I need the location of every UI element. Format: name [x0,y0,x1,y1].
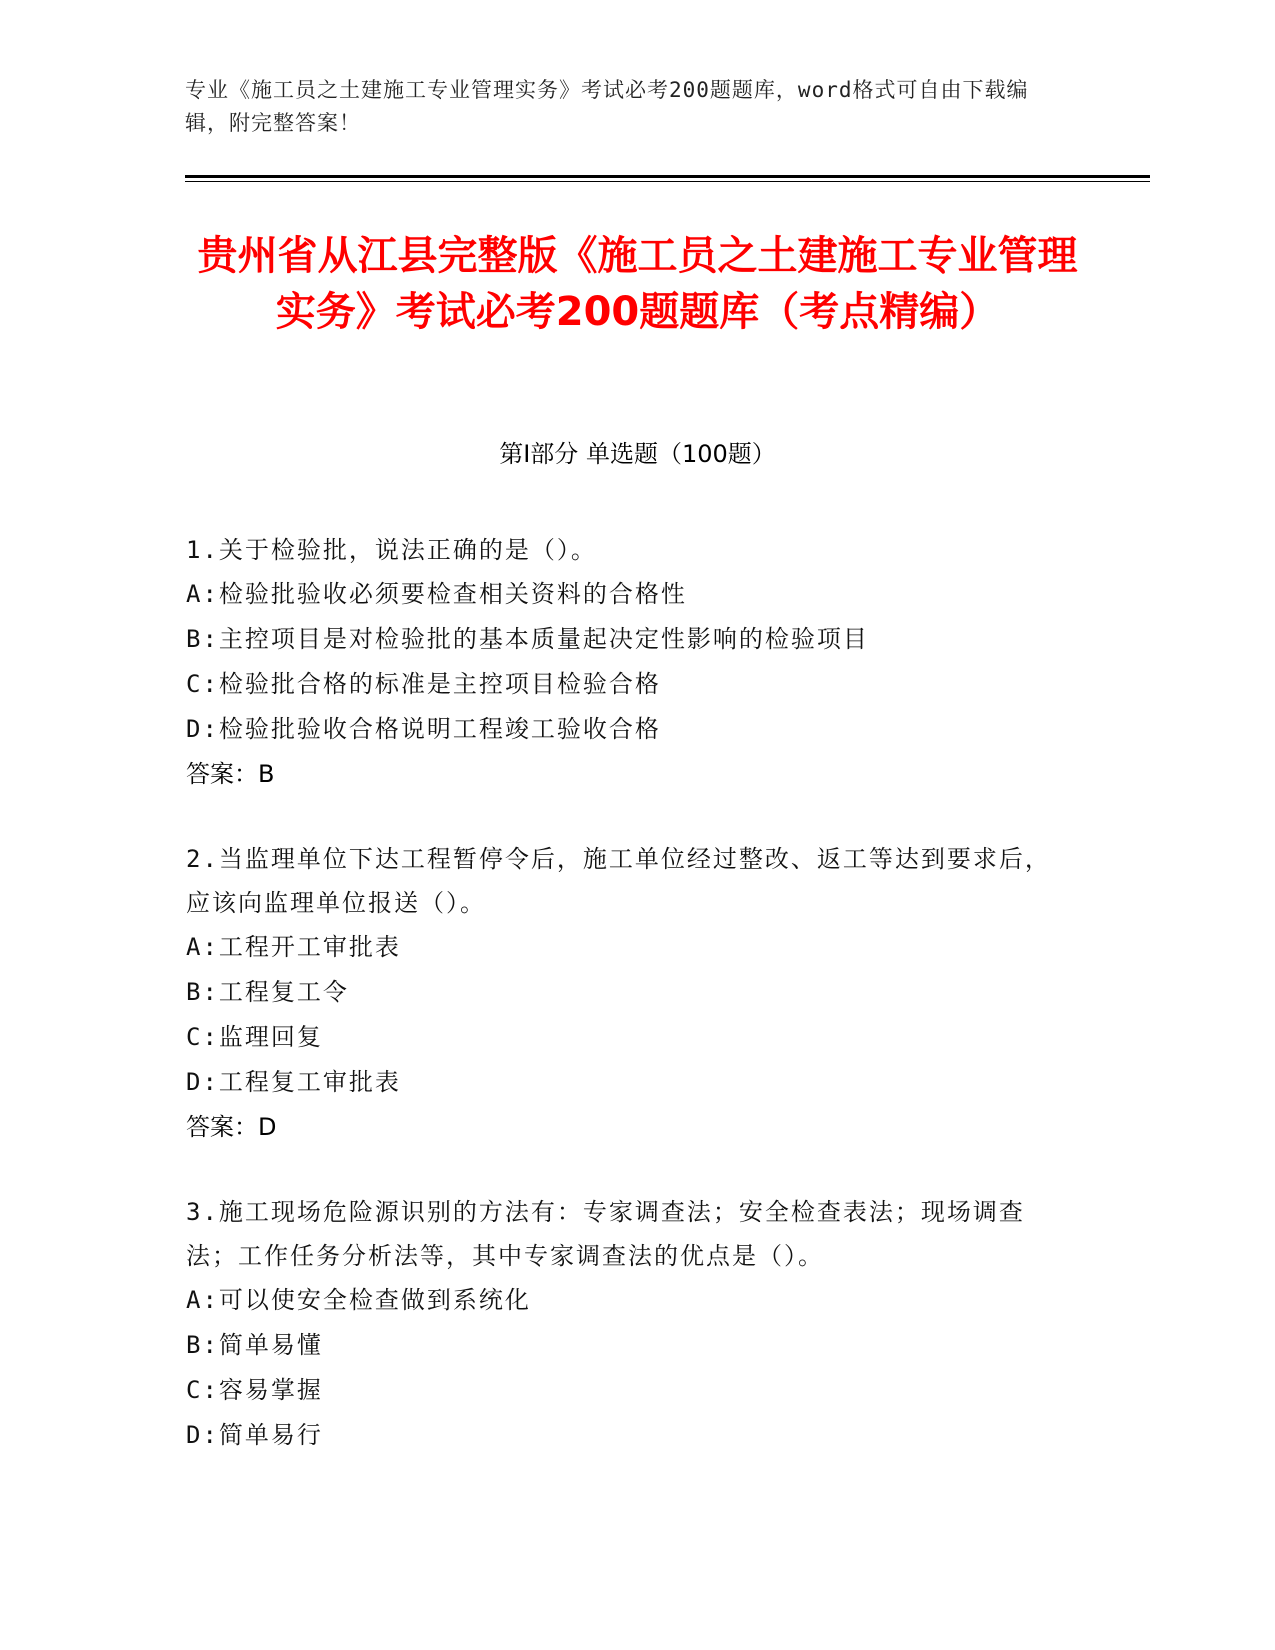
question-item [186,528,1066,797]
question-stem: 2.当监理单位下达工程暂停令后，施工单位经过整改、返工等达到要求后，应该向监理单位报送（）。 [186,845,1051,917]
option-b: B:工程复工令 [186,978,349,1006]
header-note: 专业《施工员之土建施工专业管理实务》考试必考200题题库，word格式可自由下载编辑，附完整答案！ [185,78,1029,135]
option-a: A:检验批验收必须要检查相关资料的合格性 [186,580,687,608]
option-d: D:工程复工审批表 [186,1068,401,1096]
document-title: 贵州省从江县完整版《施工员之土建施工专业管理实务》考试必考200题题库（考点精编） [197,233,1078,335]
header-divider-thick [185,175,1150,178]
question-stem: 3.施工现场危险源识别的方法有：专家调查法；安全检查表法；现场调查法；工作任务分析法等，其中专家调查法的优点是（）。 [186,1198,1025,1270]
section-heading: 第Ⅰ部分 单选题（100题） [499,440,776,468]
option-c: C:检验批合格的标准是主控项目检验合格 [186,670,661,698]
option-a: A:工程开工审批表 [186,933,401,961]
question-item [186,837,1066,1150]
option-d: D:检验批验收合格说明工程竣工验收合格 [186,715,661,743]
option-b: B:简单易懂 [186,1331,323,1359]
option-c: C:容易掌握 [186,1376,323,1404]
header-divider-thin [185,181,1150,182]
option-a: A:可以使安全检查做到系统化 [186,1286,531,1314]
answer-line: 答案：B [186,760,275,788]
answer-line: 答案：D [186,1113,277,1141]
option-c: C:监理回复 [186,1023,323,1051]
option-d: D:简单易行 [186,1421,323,1449]
question-stem: 1.关于检验批，说法正确的是（）。 [186,536,597,564]
option-b: B:主控项目是对检验批的基本质量起决定性影响的检验项目 [186,625,869,653]
question-item [186,1190,1066,1458]
question-list [186,528,1066,1498]
